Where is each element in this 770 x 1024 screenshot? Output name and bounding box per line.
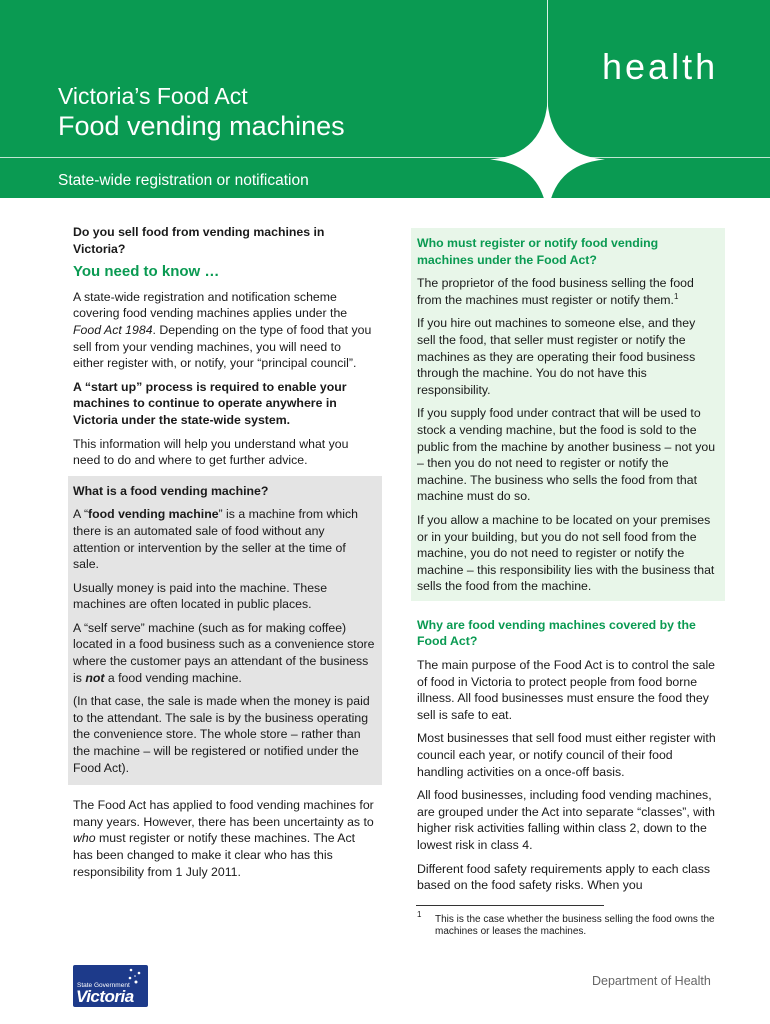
paragraph: (In that case, the sale is made when the money is paid to the attendant. The sale is by the business operating the convenience store. The whole store – rather than the machine – will be registered or notified under the Food Act). (73, 694, 370, 775)
right-column (417, 228, 717, 901)
paragraph: Different food safety requirements apply to each class based on the food safety risks. When you (417, 861, 711, 893)
definition-box (68, 476, 382, 786)
paragraph: A “food vending machine” is a machine from which there is an automated sale of food without any attention or intervention by the seller at the time of sale. (73, 507, 358, 572)
footnote-ref: 1 (673, 291, 679, 301)
document-title: Food vending machines (58, 111, 345, 141)
paragraph: The Food Act has applied to food vending machines for many years. However, there has been uncertainty as to who must register or notify these machines. The Act has been changed to make it clear who has this responsibility from 1 July 2011. (73, 798, 374, 879)
footnote-number: 1 (417, 910, 422, 919)
victoria-logo: State Government Victoria (73, 965, 148, 1007)
paragraph: The main purpose of the Food Act is to control the sale of food in Victoria to protect people from food borne illness. All food businesses must ensure the food they sell is safe to eat. (417, 658, 716, 722)
section-heading: You need to know … (73, 263, 220, 281)
document-subtitle: State-wide registration or notification (58, 172, 309, 189)
intro-question: Do you sell food from vending machines in Victoria? (73, 225, 325, 256)
paragraph: If you hire out machines to someone else, and they sell the food, that seller must register or notify the machines as they are operating their food business through the machine. You do not have this responsibility. (417, 316, 696, 397)
paragraph: A “self serve” machine (such as for making coffee) located in a food business such as a convenience store where the customer pays an attendant of the business is not a food vending machine. (73, 620, 375, 685)
box-heading: What is a food vending machine? (73, 483, 269, 498)
footnote-text: This is the case whether the business selling the food owns the machines or leases the machines. (435, 914, 715, 937)
document-supertitle: Victoria’s Food Act (58, 83, 248, 109)
brand-wordmark: health (602, 46, 719, 87)
left-column (73, 224, 375, 887)
paragraph: Usually money is paid into the machine. These machines are often located in public places. (73, 580, 328, 612)
act-name: Food Act 1984 (73, 322, 153, 337)
paragraph: If you supply food under contract that will be used to stock a vending machine, but the food is sold to the public from the machine by another business – not you – then you do not need to register or notify the machine. The business who sells the food from that machine must do so. (417, 406, 716, 504)
paragraph: This information will help you understand what you need to do and where to get further advice. (73, 436, 349, 468)
paragraph: A state-wide registration and notification scheme covering food vending machines applies under the Food Act 1984. Depending on the type of food that you sell from your vending machines, you will need to either register with, or notify, your “principal council”. (73, 289, 372, 371)
box-heading: Who must register or notify food vending machines under the Food Act? (417, 236, 659, 267)
paragraph: If you allow a machine to be located on your premises or in your building, but you do not sell food from the machine, you do not need to register or notify the machine – this responsibility lies with the business that sells the food from the machine. (417, 512, 715, 594)
sparkle-icon (490, 102, 605, 217)
section-heading: Why are food vending machines covered by the Food Act? (417, 617, 696, 649)
who-must-register-box (411, 228, 725, 601)
paragraph: Most businesses that sell food must either register with council each year, or notify council of their food handling activities on a once-off basis. (417, 731, 716, 779)
footnote-divider (416, 905, 604, 906)
paragraph: All food businesses, including food vending machines, are grouped under the Act into separate “classes”, with higher risk activities falling within class 2, down to the lowest risk in class 4. (417, 788, 716, 852)
emphasis-paragraph: A “start up” process is required to enable your machines to continue to operate anywhere in Victoria under the state-wide system. (73, 379, 347, 427)
paragraph: The proprietor of the food business selling the food from the machines must register or notify them.$^1$ (417, 276, 694, 307)
department-name: Department of Health (592, 974, 711, 988)
band-divider (0, 157, 770, 158)
